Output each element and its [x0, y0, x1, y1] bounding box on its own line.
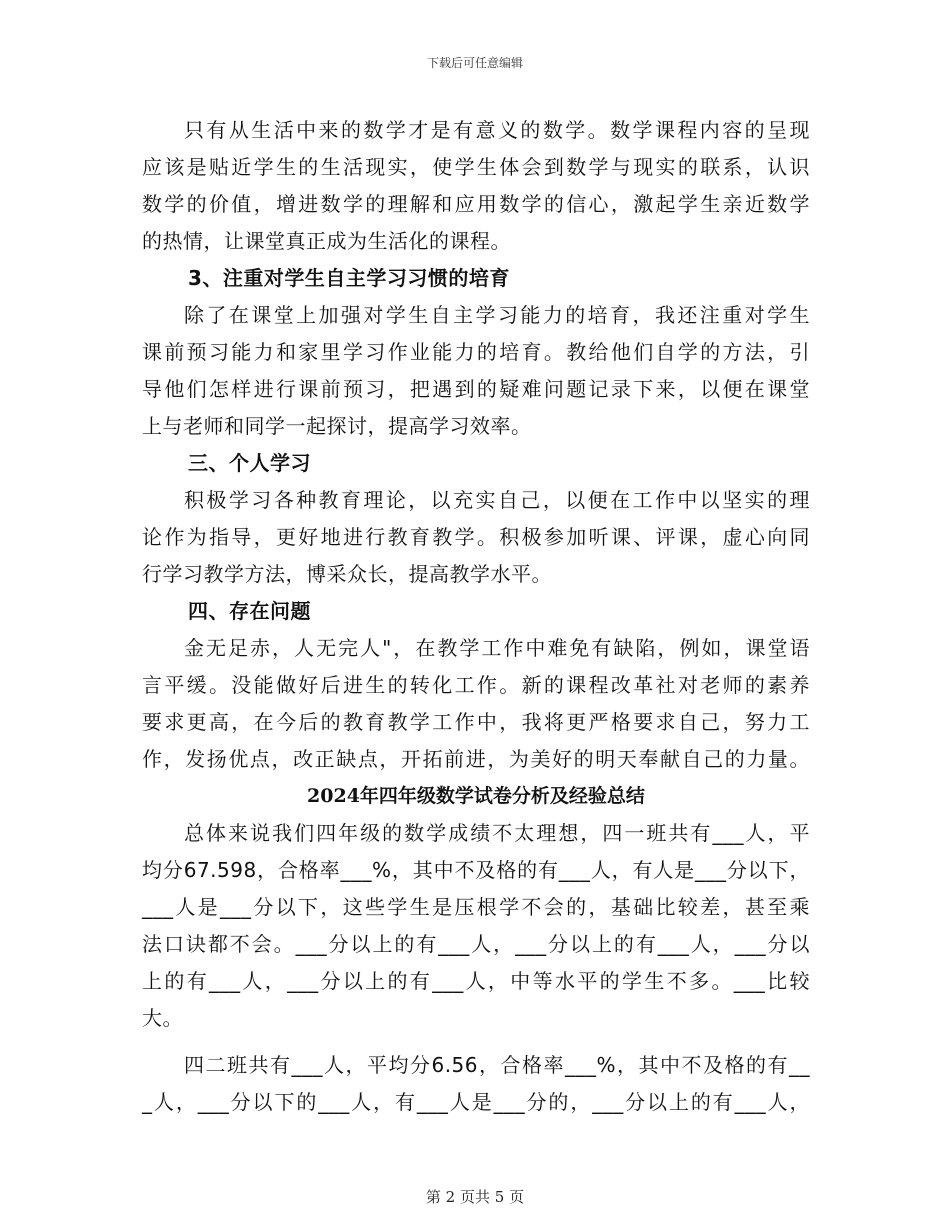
paragraph-self-study: [142, 297, 810, 445]
text-line: 应该是贴近学生的生活现实，使学生体会到数学与现实的联系，认识: [142, 155, 810, 179]
text-line: 言平缓。没能做好后进生的转化工作。新的课程改革社对老师的素养: [142, 673, 810, 697]
paragraph-life-math: [142, 112, 810, 260]
text-line: 导他们怎样进行课前预习，把遇到的疑难问题记录下来，以便在课堂: [142, 377, 810, 401]
text-line: 四二班共有___人，平均分6.56，合格率___%，其中不及格的有__: [184, 1053, 810, 1077]
section-heading-problems: 四、存在问题: [188, 599, 311, 623]
paragraph-class-one: [142, 815, 810, 1037]
text-line: _人，___分以下的___人，有___人是___分的，___分以上的有___人，: [142, 1090, 810, 1114]
section-heading-self-study: 3、注重对学生自主学习习惯的培育: [188, 266, 510, 290]
paragraph-personal-study: [142, 482, 810, 593]
paragraph-problems: [142, 630, 810, 778]
text-line: 金无足赤，人无完人"，在教学工作中难免有缺陷，例如，课堂语: [184, 636, 810, 660]
paragraph-class-two: [142, 1047, 810, 1121]
text-line: ___人是___分以下，这些学生是压根学不会的，基础比较差，甚至乘: [142, 895, 810, 919]
document-body: [142, 112, 810, 1121]
text-line: 论作为指导，更好地进行教育教学。积极参加听课、评课，虚心向同: [142, 525, 810, 549]
text-line: 均分67.598，合格率___%，其中不及格的有___人，有人是___分以下，: [142, 858, 810, 882]
text-line: 作，发扬优点，改正缺点，开拓前进，为美好的明天奉献自己的力量。: [142, 747, 810, 771]
page-header: 下载后可任意编辑: [426, 56, 523, 70]
text-line: 总体来说我们四年级的数学成绩不太理想，四一班共有___人，平: [184, 821, 810, 845]
text-line: 数学的价值，增进数学的理解和应用数学的信心，激起学生亲近数学: [142, 192, 810, 216]
page-footer: 第 2 页共 5 页: [425, 1188, 525, 1206]
text-line: 课前预习能力和家里学习作业能力的培育。教给他们自学的方法，引: [142, 340, 810, 364]
text-line: 大。: [142, 1006, 183, 1030]
document-title: 2024年四年级数学试卷分析及经验总结: [307, 785, 645, 807]
paragraph-gap: [142, 1037, 810, 1047]
section-heading-personal-study: 三、个人学习: [188, 451, 311, 475]
text-line: 积极学习各种教育理论，以充实自己，以便在工作中以坚实的理: [184, 488, 810, 512]
text-line: 行学习教学方法，博采众长，提高教学水平。: [142, 562, 552, 586]
text-line: 的热情，让课堂真正成为生活化的课程。: [142, 229, 511, 253]
text-line: 只有从生活中来的数学才是有意义的数学。数学课程内容的呈现: [184, 118, 810, 142]
text-line: 法口诀都不会。___分以上的有___人，___分以上的有___人，___分以: [142, 932, 810, 956]
text-line: 要求更高，在今后的教育教学工作中，我将更严格要求自己，努力工: [142, 710, 810, 734]
text-line: 除了在课堂上加强对学生自主学习能力的培育，我还注重对学生: [184, 303, 810, 327]
text-line: 上与老师和同学一起探讨，提高学习效率。: [142, 414, 532, 438]
text-line: 上的有___人，___分以上的有___人，中等水平的学生不多。___比较: [142, 969, 810, 993]
